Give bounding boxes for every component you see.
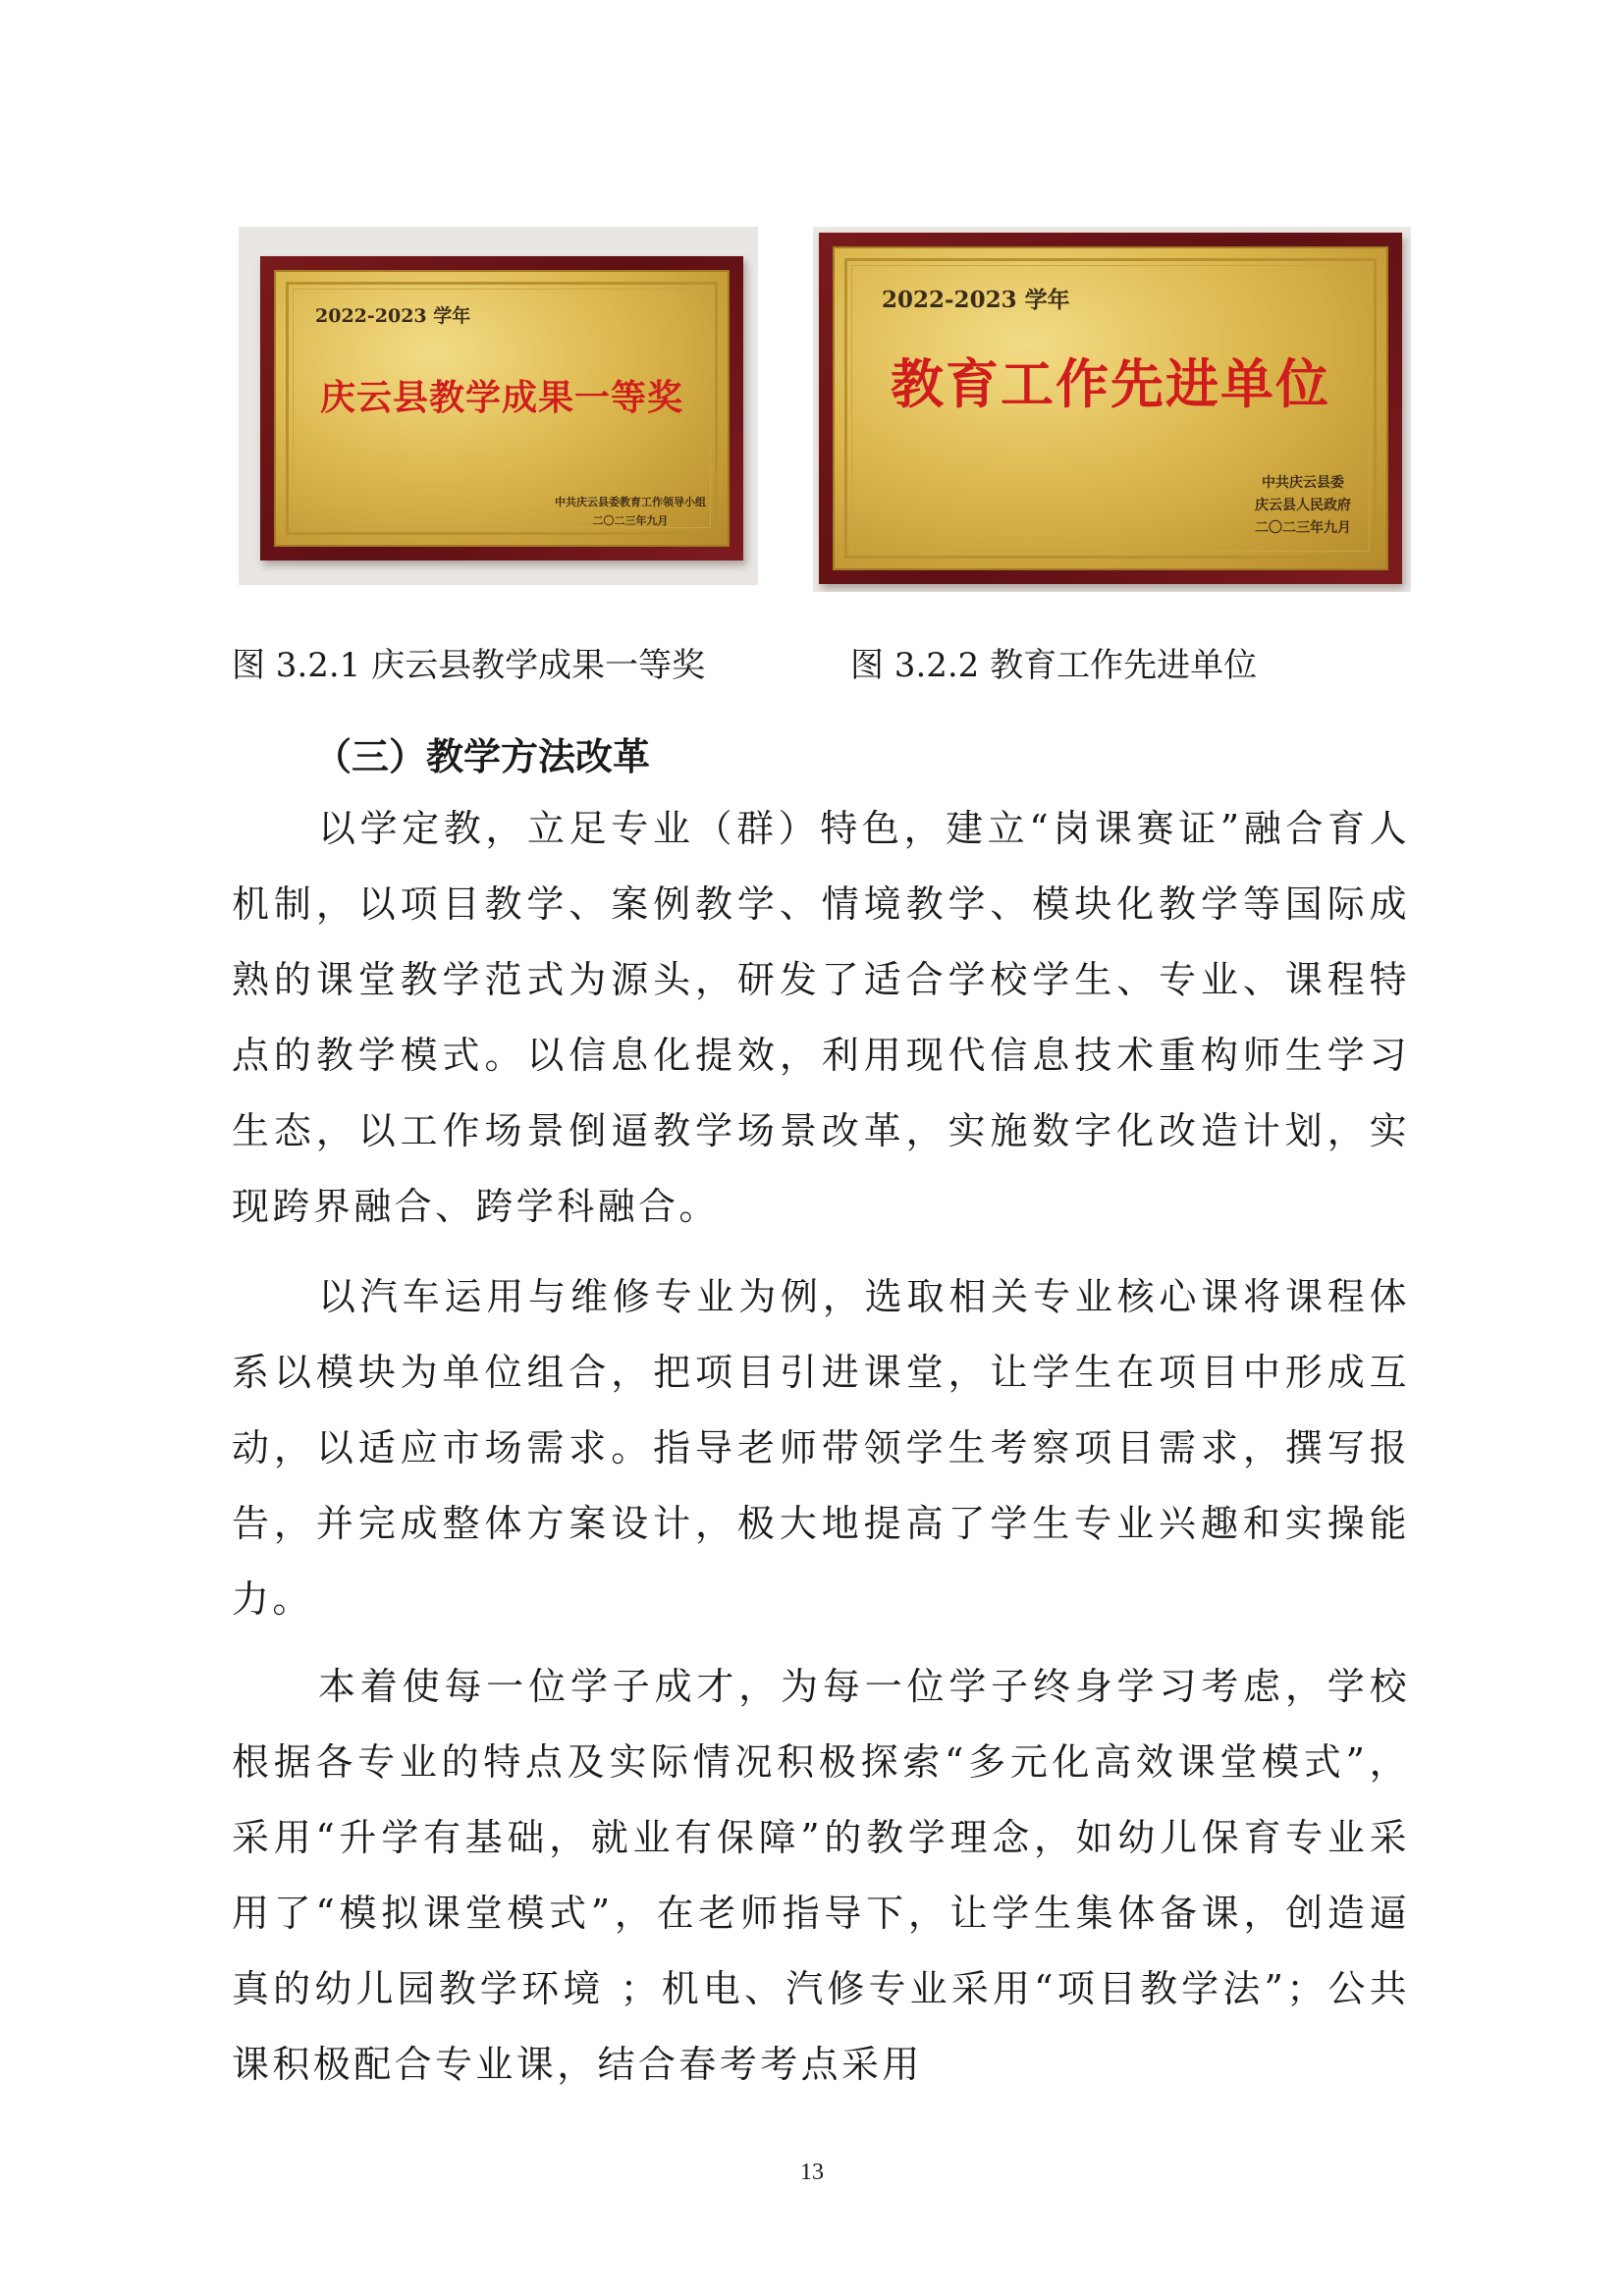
plaque-issuer-line: 中共庆云县委教育工作领导小组: [555, 496, 706, 508]
award-plaque: [260, 256, 743, 561]
plaque-issuer: [1255, 472, 1351, 540]
section-heading: （三）教学方法改革: [314, 734, 651, 778]
plaque-title: 庆云县教学成果一等奖: [319, 378, 683, 418]
body-paragraph: 本着使每一位学子成才，为每一位学子终身学习考虑，学校根据各专业的特点及实际情况积极探索“多元化高效课堂模式”，采用“升学有基础，就业有保障”的教学理念，如幼儿保育专业采用了“模拟课堂模式”，在老师指导下，让学生集体备课，创造逼真的幼儿园教学环境 ；机电、汽修专业采用“项目教学法”；公共课积极配合专业课，结合春考考点采用: [232, 1665, 1410, 2086]
award-photo-teaching-achievement: [239, 227, 758, 585]
award-photo-advanced-unit: [813, 227, 1411, 592]
plaque-year: 2022-2023 学年: [882, 287, 1070, 313]
plaque-issuer-line: 庆云县人民政府: [1255, 498, 1351, 513]
plaque-title: 教育工作先进单位: [891, 353, 1330, 415]
plaque-gold-panel: [274, 270, 730, 547]
figure-caption: 图 3.2.2 教育工作先进单位: [850, 646, 1258, 685]
body-paragraph: 以汽车运用与维修专业为例，选取相关专业核心课将课程体系以模块为单位组合，把项目引进课堂，让学生在项目中形成互动，以适应市场需求。指导老师带领学生考察项目需求，撰写报告，并完成整体方案设计，极大地提高了学生专业兴趣和实操能力。: [232, 1275, 1410, 1621]
plaque-issuer: [555, 493, 706, 530]
award-plaque: [819, 233, 1402, 584]
figure-caption: 图 3.2.1 庆云县教学成果一等奖: [232, 646, 706, 685]
plaque-year: 2022-2023 学年: [315, 305, 471, 327]
page-number: 13: [800, 2160, 824, 2185]
plaque-issuer-date: 二〇二三年九月: [592, 514, 669, 527]
plaque-gold-panel: [833, 246, 1388, 570]
plaque-issuer-date: 二〇二三年九月: [1255, 520, 1351, 536]
body-paragraph: 以学定教，立足专业（群）特色，建立“岗课赛证”融合育人机制，以项目教学、案例教学、情境教学、模块化教学等国际成熟的课堂教学范式为源头，研发了适合学校学生、专业、课程特点的教学模式。以信息化提效，利用现代信息技术重构师生学习生态，以工作场景倒逼教学场景改革，实施数字化改造计划，实现跨界融合、跨学科融合。: [232, 807, 1410, 1228]
plaque-issuer-line: 中共庆云县委: [1262, 475, 1344, 491]
